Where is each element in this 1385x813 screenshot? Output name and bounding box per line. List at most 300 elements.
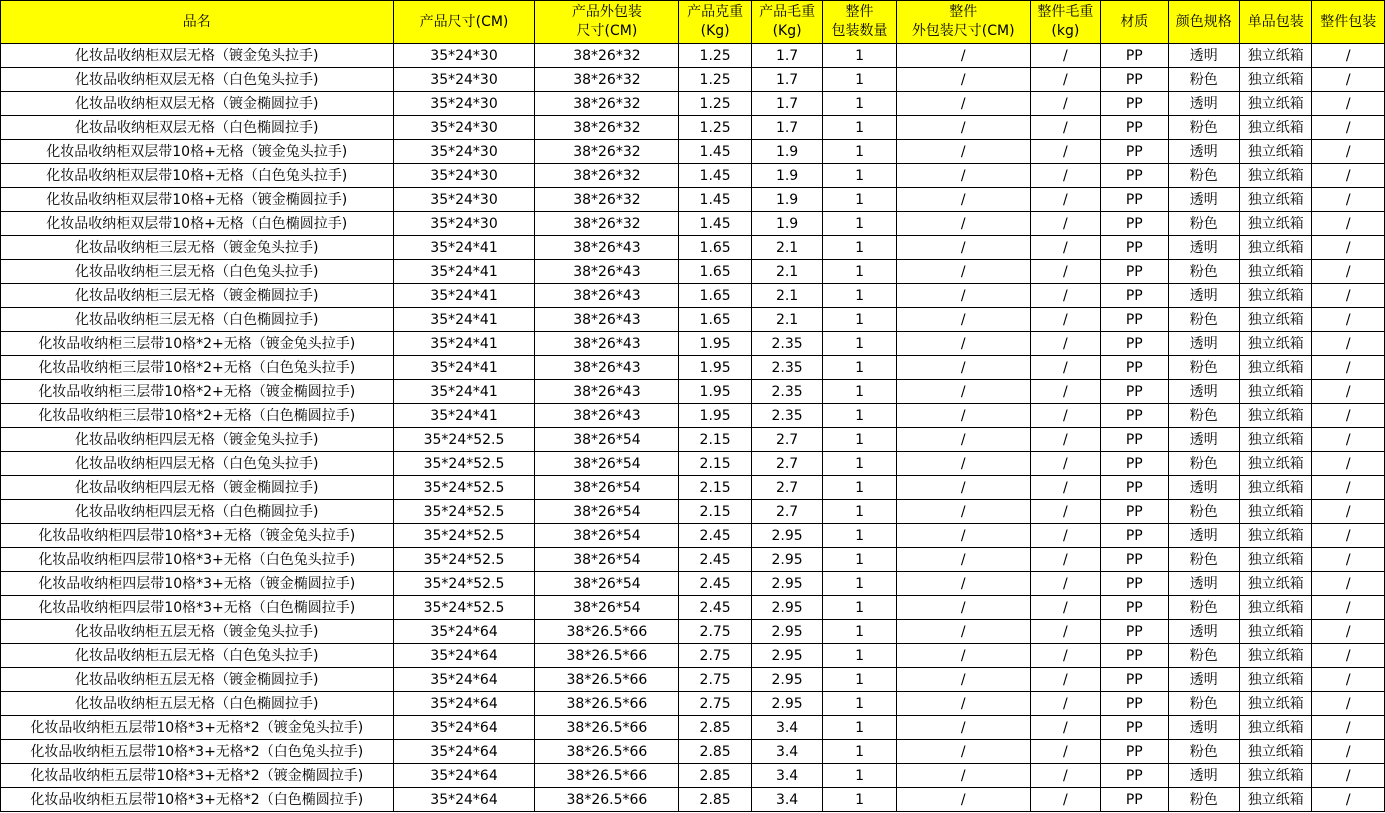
- cell-color-spec: 透明: [1168, 188, 1239, 212]
- cell-material: PP: [1101, 716, 1168, 740]
- table-row: [1, 716, 1385, 740]
- cell-carton-outer-size: /: [896, 140, 1030, 164]
- cell-product-name: 化妆品收纳柜五层带10格*3+无格*2（镀金兔头拉手): [1, 716, 394, 740]
- cell-product-net-weight: 1.65: [679, 236, 751, 260]
- cell-product-net-weight: 1.95: [679, 356, 751, 380]
- cell-carton-packaging: /: [1312, 596, 1385, 620]
- table-row: [1, 92, 1385, 116]
- cell-carton-gross-weight: /: [1030, 260, 1100, 284]
- cell-color-spec: 透明: [1168, 524, 1239, 548]
- cell-carton-quantity: 1: [823, 692, 896, 716]
- cell-carton-outer-size: /: [896, 788, 1030, 812]
- cell-outer-package-size: 38*26*32: [535, 92, 679, 116]
- cell-material: PP: [1101, 188, 1168, 212]
- cell-product-size: 35*24*64: [393, 740, 535, 764]
- cell-product-size: 35*24*64: [393, 692, 535, 716]
- cell-color-spec: 粉色: [1168, 68, 1239, 92]
- cell-product-name: 化妆品收纳柜双层带10格+无格（镀金椭圆拉手): [1, 188, 394, 212]
- cell-unit-packaging: 独立纸箱: [1239, 44, 1311, 68]
- table-row: [1, 260, 1385, 284]
- cell-material: PP: [1101, 116, 1168, 140]
- cell-carton-outer-size: /: [896, 644, 1030, 668]
- table-row: [1, 620, 1385, 644]
- cell-material: PP: [1101, 236, 1168, 260]
- table-row: [1, 524, 1385, 548]
- header-line: 产品克重: [687, 4, 744, 20]
- table-row: [1, 140, 1385, 164]
- cell-product-name: 化妆品收纳柜五层带10格*3+无格*2（白色兔头拉手): [1, 740, 394, 764]
- table-row: [1, 740, 1385, 764]
- cell-product-net-weight: 1.25: [679, 116, 751, 140]
- cell-product-name: 化妆品收纳柜四层无格（镀金椭圆拉手): [1, 476, 394, 500]
- cell-carton-packaging: /: [1312, 188, 1385, 212]
- cell-product-size: 35*24*41: [393, 308, 535, 332]
- cell-carton-packaging: /: [1312, 380, 1385, 404]
- cell-product-size: 35*24*41: [393, 380, 535, 404]
- cell-carton-packaging: /: [1312, 452, 1385, 476]
- cell-product-gross-weight: 2.95: [751, 620, 822, 644]
- cell-carton-gross-weight: /: [1030, 716, 1100, 740]
- cell-carton-quantity: 1: [823, 380, 896, 404]
- cell-carton-packaging: /: [1312, 764, 1385, 788]
- cell-product-net-weight: 2.85: [679, 740, 751, 764]
- cell-carton-gross-weight: /: [1030, 764, 1100, 788]
- cell-carton-gross-weight: /: [1030, 284, 1100, 308]
- cell-carton-outer-size: /: [896, 476, 1030, 500]
- table-row: [1, 356, 1385, 380]
- cell-outer-package-size: 38*26.5*66: [535, 644, 679, 668]
- cell-unit-packaging: 独立纸箱: [1239, 380, 1311, 404]
- cell-carton-gross-weight: /: [1030, 404, 1100, 428]
- table-row: [1, 212, 1385, 236]
- cell-color-spec: 粉色: [1168, 260, 1239, 284]
- cell-carton-quantity: 1: [823, 140, 896, 164]
- table-row: [1, 452, 1385, 476]
- table-row: [1, 116, 1385, 140]
- table-row: [1, 428, 1385, 452]
- cell-product-size: 35*24*30: [393, 116, 535, 140]
- cell-product-size: 35*24*41: [393, 284, 535, 308]
- cell-carton-outer-size: /: [896, 164, 1030, 188]
- cell-product-name: 化妆品收纳柜四层带10格*3+无格（白色兔头拉手): [1, 548, 394, 572]
- cell-product-name: 化妆品收纳柜双层无格（白色兔头拉手): [1, 68, 394, 92]
- cell-carton-gross-weight: /: [1030, 548, 1100, 572]
- header-line: 产品外包装: [571, 4, 642, 20]
- cell-product-gross-weight: 2.95: [751, 572, 822, 596]
- cell-carton-gross-weight: /: [1030, 428, 1100, 452]
- cell-product-size: 35*24*52.5: [393, 548, 535, 572]
- cell-outer-package-size: 38*26*54: [535, 476, 679, 500]
- header-product-name: [1, 1, 394, 44]
- cell-material: PP: [1101, 356, 1168, 380]
- cell-product-size: 35*24*30: [393, 92, 535, 116]
- cell-product-name: 化妆品收纳柜三层带10格*2+无格（镀金兔头拉手): [1, 332, 394, 356]
- cell-outer-package-size: 38*26*32: [535, 188, 679, 212]
- cell-carton-quantity: 1: [823, 236, 896, 260]
- cell-material: PP: [1101, 44, 1168, 68]
- cell-product-name: 化妆品收纳柜四层无格（白色椭圆拉手): [1, 500, 394, 524]
- cell-material: PP: [1101, 212, 1168, 236]
- cell-product-name: 化妆品收纳柜四层带10格*3+无格（镀金兔头拉手): [1, 524, 394, 548]
- cell-carton-packaging: /: [1312, 260, 1385, 284]
- cell-material: PP: [1101, 788, 1168, 812]
- cell-unit-packaging: 独立纸箱: [1239, 644, 1311, 668]
- table-row: [1, 764, 1385, 788]
- cell-carton-packaging: /: [1312, 140, 1385, 164]
- cell-product-gross-weight: 1.9: [751, 188, 822, 212]
- cell-product-size: 35*24*41: [393, 236, 535, 260]
- table-header: [1, 1, 1385, 44]
- cell-outer-package-size: 38*26*43: [535, 332, 679, 356]
- cell-carton-outer-size: /: [896, 92, 1030, 116]
- cell-carton-packaging: /: [1312, 620, 1385, 644]
- cell-product-net-weight: 2.85: [679, 788, 751, 812]
- cell-color-spec: 透明: [1168, 332, 1239, 356]
- cell-carton-outer-size: /: [896, 740, 1030, 764]
- cell-carton-gross-weight: /: [1030, 740, 1100, 764]
- cell-outer-package-size: 38*26*54: [535, 596, 679, 620]
- cell-outer-package-size: 38*26.5*66: [535, 740, 679, 764]
- header-line: 单品包装: [1247, 13, 1304, 30]
- cell-product-net-weight: 1.95: [679, 404, 751, 428]
- cell-outer-package-size: 38*26*54: [535, 500, 679, 524]
- cell-material: PP: [1101, 668, 1168, 692]
- cell-unit-packaging: 独立纸箱: [1239, 476, 1311, 500]
- table-row: [1, 404, 1385, 428]
- cell-product-size: 35*24*30: [393, 164, 535, 188]
- cell-carton-quantity: 1: [823, 452, 896, 476]
- cell-carton-packaging: /: [1312, 692, 1385, 716]
- cell-carton-gross-weight: /: [1030, 332, 1100, 356]
- cell-carton-packaging: /: [1312, 164, 1385, 188]
- cell-product-net-weight: 2.45: [679, 596, 751, 620]
- cell-material: PP: [1101, 380, 1168, 404]
- header-line: 尺寸(CM): [576, 23, 638, 39]
- cell-carton-quantity: 1: [823, 620, 896, 644]
- cell-material: PP: [1101, 572, 1168, 596]
- table-body: [1, 44, 1385, 812]
- cell-outer-package-size: 38*26*54: [535, 428, 679, 452]
- cell-product-size: 35*24*64: [393, 644, 535, 668]
- cell-outer-package-size: 38*26*43: [535, 284, 679, 308]
- cell-carton-outer-size: /: [896, 356, 1030, 380]
- cell-material: PP: [1101, 428, 1168, 452]
- cell-carton-gross-weight: /: [1030, 620, 1100, 644]
- cell-material: PP: [1101, 68, 1168, 92]
- cell-outer-package-size: 38*26*32: [535, 140, 679, 164]
- cell-carton-quantity: 1: [823, 68, 896, 92]
- cell-color-spec: 透明: [1168, 140, 1239, 164]
- cell-product-name: 化妆品收纳柜三层无格（白色兔头拉手): [1, 260, 394, 284]
- cell-product-gross-weight: 3.4: [751, 764, 822, 788]
- cell-product-size: 35*24*41: [393, 404, 535, 428]
- cell-unit-packaging: 独立纸箱: [1239, 236, 1311, 260]
- cell-carton-outer-size: /: [896, 308, 1030, 332]
- cell-product-gross-weight: 2.95: [751, 548, 822, 572]
- cell-product-size: 35*24*64: [393, 788, 535, 812]
- cell-product-gross-weight: 1.9: [751, 212, 822, 236]
- cell-product-name: 化妆品收纳柜五层带10格*3+无格*2（白色椭圆拉手): [1, 788, 394, 812]
- cell-carton-outer-size: /: [896, 212, 1030, 236]
- cell-unit-packaging: 独立纸箱: [1239, 428, 1311, 452]
- table-row: [1, 332, 1385, 356]
- cell-product-net-weight: 1.45: [679, 164, 751, 188]
- cell-carton-gross-weight: /: [1030, 44, 1100, 68]
- cell-material: PP: [1101, 764, 1168, 788]
- header-line: (Kg): [700, 23, 730, 39]
- cell-product-gross-weight: 1.9: [751, 164, 822, 188]
- cell-product-net-weight: 1.95: [679, 380, 751, 404]
- cell-product-name: 化妆品收纳柜三层无格（镀金椭圆拉手): [1, 284, 394, 308]
- table-row: [1, 788, 1385, 812]
- cell-product-name: 化妆品收纳柜三层带10格*2+无格（白色椭圆拉手): [1, 404, 394, 428]
- cell-product-size: 35*24*30: [393, 140, 535, 164]
- cell-product-name: 化妆品收纳柜三层无格（白色椭圆拉手): [1, 308, 394, 332]
- cell-carton-gross-weight: /: [1030, 500, 1100, 524]
- cell-product-gross-weight: 2.35: [751, 332, 822, 356]
- cell-outer-package-size: 38*26*54: [535, 524, 679, 548]
- cell-color-spec: 粉色: [1168, 548, 1239, 572]
- cell-product-name: 化妆品收纳柜四层无格（白色兔头拉手): [1, 452, 394, 476]
- cell-carton-quantity: 1: [823, 92, 896, 116]
- cell-carton-outer-size: /: [896, 620, 1030, 644]
- cell-product-size: 35*24*64: [393, 668, 535, 692]
- cell-color-spec: 透明: [1168, 284, 1239, 308]
- cell-product-gross-weight: 1.7: [751, 44, 822, 68]
- cell-outer-package-size: 38*26*32: [535, 44, 679, 68]
- cell-color-spec: 透明: [1168, 380, 1239, 404]
- cell-carton-quantity: 1: [823, 644, 896, 668]
- cell-carton-gross-weight: /: [1030, 644, 1100, 668]
- header-line: 产品毛重: [759, 4, 816, 20]
- cell-material: PP: [1101, 596, 1168, 620]
- table-row: [1, 284, 1385, 308]
- cell-unit-packaging: 独立纸箱: [1239, 500, 1311, 524]
- cell-product-net-weight: 2.75: [679, 692, 751, 716]
- cell-product-gross-weight: 1.7: [751, 116, 822, 140]
- cell-carton-gross-weight: /: [1030, 212, 1100, 236]
- cell-carton-packaging: /: [1312, 524, 1385, 548]
- cell-material: PP: [1101, 500, 1168, 524]
- cell-outer-package-size: 38*26*32: [535, 212, 679, 236]
- cell-unit-packaging: 独立纸箱: [1239, 788, 1311, 812]
- cell-carton-quantity: 1: [823, 788, 896, 812]
- cell-product-net-weight: 2.15: [679, 452, 751, 476]
- cell-product-name: 化妆品收纳柜双层带10格+无格（白色兔头拉手): [1, 164, 394, 188]
- cell-product-gross-weight: 2.95: [751, 644, 822, 668]
- cell-carton-outer-size: /: [896, 428, 1030, 452]
- header-line: 材质: [1120, 13, 1149, 30]
- cell-product-size: 35*24*30: [393, 44, 535, 68]
- cell-product-gross-weight: 2.7: [751, 452, 822, 476]
- cell-material: PP: [1101, 284, 1168, 308]
- cell-product-net-weight: 1.65: [679, 284, 751, 308]
- cell-product-size: 35*24*41: [393, 260, 535, 284]
- cell-carton-quantity: 1: [823, 356, 896, 380]
- cell-outer-package-size: 38*26*43: [535, 356, 679, 380]
- cell-product-size: 35*24*30: [393, 68, 535, 92]
- cell-product-net-weight: 2.15: [679, 476, 751, 500]
- cell-color-spec: 粉色: [1168, 116, 1239, 140]
- cell-product-name: 化妆品收纳柜双层带10格+无格（镀金兔头拉手): [1, 140, 394, 164]
- cell-carton-gross-weight: /: [1030, 356, 1100, 380]
- cell-product-size: 35*24*52.5: [393, 596, 535, 620]
- cell-product-gross-weight: 2.95: [751, 524, 822, 548]
- cell-unit-packaging: 独立纸箱: [1239, 164, 1311, 188]
- cell-carton-outer-size: /: [896, 764, 1030, 788]
- cell-carton-packaging: /: [1312, 116, 1385, 140]
- cell-color-spec: 透明: [1168, 92, 1239, 116]
- cell-product-size: 35*24*64: [393, 764, 535, 788]
- cell-unit-packaging: 独立纸箱: [1239, 116, 1311, 140]
- cell-carton-quantity: 1: [823, 668, 896, 692]
- cell-product-name: 化妆品收纳柜双层无格（镀金兔头拉手): [1, 44, 394, 68]
- cell-color-spec: 透明: [1168, 572, 1239, 596]
- cell-carton-quantity: 1: [823, 260, 896, 284]
- table-row: [1, 380, 1385, 404]
- cell-product-name: 化妆品收纳柜五层无格（镀金兔头拉手): [1, 620, 394, 644]
- cell-carton-quantity: 1: [823, 332, 896, 356]
- cell-carton-quantity: 1: [823, 740, 896, 764]
- cell-product-gross-weight: 1.9: [751, 140, 822, 164]
- cell-color-spec: 透明: [1168, 236, 1239, 260]
- cell-outer-package-size: 38*26*43: [535, 260, 679, 284]
- table-row: [1, 548, 1385, 572]
- cell-carton-gross-weight: /: [1030, 668, 1100, 692]
- cell-outer-package-size: 38*26*32: [535, 68, 679, 92]
- cell-carton-gross-weight: /: [1030, 788, 1100, 812]
- cell-unit-packaging: 独立纸箱: [1239, 332, 1311, 356]
- cell-outer-package-size: 38*26*32: [535, 164, 679, 188]
- cell-product-size: 35*24*52.5: [393, 524, 535, 548]
- cell-material: PP: [1101, 620, 1168, 644]
- cell-carton-outer-size: /: [896, 116, 1030, 140]
- cell-carton-packaging: /: [1312, 644, 1385, 668]
- header-carton-quantity: [823, 1, 896, 44]
- cell-material: PP: [1101, 404, 1168, 428]
- cell-product-net-weight: 2.85: [679, 764, 751, 788]
- cell-carton-gross-weight: /: [1030, 236, 1100, 260]
- cell-product-gross-weight: 2.1: [751, 308, 822, 332]
- cell-outer-package-size: 38*26*43: [535, 236, 679, 260]
- cell-product-net-weight: 2.45: [679, 548, 751, 572]
- cell-carton-gross-weight: /: [1030, 188, 1100, 212]
- cell-product-name: 化妆品收纳柜四层带10格*3+无格（白色椭圆拉手): [1, 596, 394, 620]
- cell-carton-quantity: 1: [823, 188, 896, 212]
- cell-product-size: 35*24*30: [393, 188, 535, 212]
- cell-carton-gross-weight: /: [1030, 164, 1100, 188]
- cell-carton-packaging: /: [1312, 356, 1385, 380]
- cell-color-spec: 粉色: [1168, 500, 1239, 524]
- header-line: 整件毛重: [1037, 4, 1094, 20]
- cell-carton-outer-size: /: [896, 236, 1030, 260]
- header-line: 产品尺寸(CM): [419, 13, 509, 30]
- cell-carton-packaging: /: [1312, 788, 1385, 812]
- cell-unit-packaging: 独立纸箱: [1239, 548, 1311, 572]
- cell-unit-packaging: 独立纸箱: [1239, 404, 1311, 428]
- cell-product-name: 化妆品收纳柜双层无格（白色椭圆拉手): [1, 116, 394, 140]
- cell-product-net-weight: 1.65: [679, 308, 751, 332]
- table-row: [1, 308, 1385, 332]
- cell-carton-outer-size: /: [896, 188, 1030, 212]
- cell-carton-quantity: 1: [823, 116, 896, 140]
- cell-carton-outer-size: /: [896, 380, 1030, 404]
- cell-outer-package-size: 38*26.5*66: [535, 788, 679, 812]
- table-row: [1, 236, 1385, 260]
- cell-product-net-weight: 1.45: [679, 140, 751, 164]
- cell-product-gross-weight: 3.4: [751, 716, 822, 740]
- cell-carton-packaging: /: [1312, 500, 1385, 524]
- cell-product-net-weight: 2.15: [679, 428, 751, 452]
- cell-product-net-weight: 2.75: [679, 620, 751, 644]
- cell-material: PP: [1101, 140, 1168, 164]
- cell-color-spec: 粉色: [1168, 356, 1239, 380]
- cell-product-gross-weight: 2.1: [751, 260, 822, 284]
- cell-product-gross-weight: 2.35: [751, 380, 822, 404]
- cell-carton-packaging: /: [1312, 740, 1385, 764]
- cell-product-net-weight: 2.15: [679, 500, 751, 524]
- cell-product-gross-weight: 2.7: [751, 500, 822, 524]
- table-row: [1, 596, 1385, 620]
- cell-carton-quantity: 1: [823, 164, 896, 188]
- cell-carton-quantity: 1: [823, 572, 896, 596]
- cell-outer-package-size: 38*26.5*66: [535, 692, 679, 716]
- cell-product-gross-weight: 1.7: [751, 92, 822, 116]
- cell-carton-outer-size: /: [896, 332, 1030, 356]
- cell-carton-quantity: 1: [823, 44, 896, 68]
- cell-product-size: 35*24*52.5: [393, 452, 535, 476]
- header-row: [1, 1, 1385, 44]
- cell-carton-quantity: 1: [823, 212, 896, 236]
- cell-product-gross-weight: 2.7: [751, 428, 822, 452]
- cell-carton-quantity: 1: [823, 500, 896, 524]
- cell-outer-package-size: 38*26.5*66: [535, 620, 679, 644]
- header-carton-outer-size: [896, 1, 1030, 44]
- cell-product-gross-weight: 2.1: [751, 236, 822, 260]
- cell-product-name: 化妆品收纳柜四层无格（镀金兔头拉手): [1, 428, 394, 452]
- cell-carton-gross-weight: /: [1030, 308, 1100, 332]
- cell-product-net-weight: 1.25: [679, 44, 751, 68]
- header-line: 外包装尺寸(CM): [911, 23, 1015, 39]
- cell-carton-outer-size: /: [896, 500, 1030, 524]
- cell-product-size: 35*24*41: [393, 356, 535, 380]
- cell-color-spec: 透明: [1168, 668, 1239, 692]
- cell-product-name: 化妆品收纳柜三层无格（镀金兔头拉手): [1, 236, 394, 260]
- cell-product-net-weight: 2.85: [679, 716, 751, 740]
- cell-product-size: 35*24*52.5: [393, 500, 535, 524]
- cell-outer-package-size: 38*26.5*66: [535, 716, 679, 740]
- cell-product-net-weight: 2.45: [679, 524, 751, 548]
- cell-material: PP: [1101, 644, 1168, 668]
- table-row: [1, 692, 1385, 716]
- cell-carton-gross-weight: /: [1030, 140, 1100, 164]
- table-row: [1, 500, 1385, 524]
- cell-carton-packaging: /: [1312, 92, 1385, 116]
- cell-product-gross-weight: 2.1: [751, 284, 822, 308]
- cell-carton-outer-size: /: [896, 668, 1030, 692]
- cell-unit-packaging: 独立纸箱: [1239, 524, 1311, 548]
- cell-unit-packaging: 独立纸箱: [1239, 620, 1311, 644]
- cell-outer-package-size: 38*26*43: [535, 404, 679, 428]
- cell-product-gross-weight: 2.95: [751, 692, 822, 716]
- cell-color-spec: 透明: [1168, 716, 1239, 740]
- cell-carton-packaging: /: [1312, 572, 1385, 596]
- cell-product-name: 化妆品收纳柜五层无格（白色椭圆拉手): [1, 692, 394, 716]
- cell-product-net-weight: 1.95: [679, 332, 751, 356]
- cell-carton-outer-size: /: [896, 692, 1030, 716]
- cell-color-spec: 粉色: [1168, 644, 1239, 668]
- cell-outer-package-size: 38*26*54: [535, 452, 679, 476]
